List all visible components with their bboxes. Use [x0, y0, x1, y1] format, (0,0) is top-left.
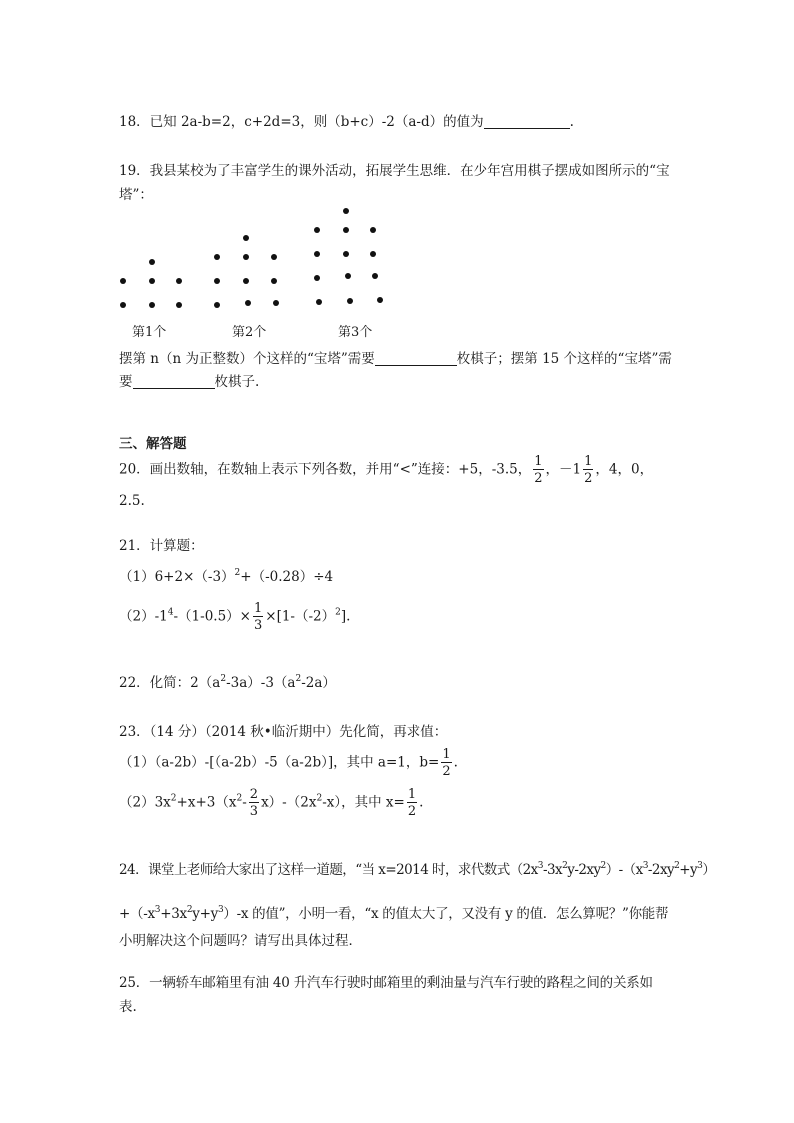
chess-piece: [149, 302, 155, 308]
q18-text: 18．已知 2a-b=2，c+2d=3，则（b+c）-2（a-d）的值为: [119, 114, 484, 130]
fraction-two-thirds: $\frac{2}{3}$: [249, 787, 259, 819]
question-25-line2: 表.: [119, 999, 137, 1015]
chess-piece: [343, 208, 349, 214]
chess-piece: [120, 302, 126, 308]
question-19-line2: 塔”：: [119, 187, 153, 203]
question-23-title: 23．（14 分）（2014 秋•临沂期中）先化简，再求值：: [119, 724, 448, 740]
chess-piece: [271, 254, 277, 260]
question-21-part1: $(1)6+2\times(-3)^2+(-0.28)\div 4$: [119, 568, 334, 585]
chess-piece: [377, 297, 383, 303]
fraction-mixed: $\frac{1}{2}$: [584, 454, 593, 486]
figure-caption-1: 第1个: [132, 325, 167, 340]
chess-piece: [243, 235, 249, 241]
section-heading: 三、解答题: [119, 436, 187, 452]
chess-piece: [176, 302, 182, 308]
chess-piece: [120, 278, 126, 284]
figure-caption-3: 第3个: [338, 325, 373, 340]
chess-piece: [370, 227, 376, 233]
question-24-line3: 小明解决这个问题吗？请写出具体过程．: [119, 933, 362, 949]
q19-answer-blank-2[interactable]: [133, 374, 215, 389]
chess-piece: [214, 254, 220, 260]
fraction-third: $\frac{1}{3}$: [253, 601, 263, 633]
question-22: 22．化简：$2(a^2-3a)-3(a^2-2a)$: [119, 674, 336, 691]
chess-piece: [343, 227, 349, 233]
question-19-line3: 摆第 n（n 为正整数）个这样的“宝塔”需要 枚棋子；摆第 15 个这样的“宝塔”需: [119, 351, 672, 367]
question-21-part2: $(2)-1^4-(1-0.5)\times$ $\frac{1}{3}$ $\times[1-(-2)^2]$.: [119, 601, 351, 633]
chess-piece: [245, 300, 251, 306]
question-25-line1: 25．一辆轿车邮箱里有油 40 升汽车行驶时邮箱里的剩油量与汽车行驶的路程之间的关系如: [119, 975, 653, 991]
fraction-x: $\frac{1}{2}$: [407, 787, 417, 819]
chess-piece: [273, 300, 279, 306]
figure-caption-2: 第2个: [232, 325, 267, 340]
chess-piece: [149, 259, 155, 265]
question-20-line2: 2.5.: [119, 493, 145, 509]
chess-piece: [243, 278, 249, 284]
q19-answer-blank-1[interactable]: [375, 351, 457, 366]
chess-piece: [149, 278, 155, 284]
chess-piece: [314, 275, 320, 281]
chess-piece: [372, 273, 378, 279]
question-18: 18．已知 2a-b=2，c+2d=3，则（b+c）-2（a-d）的值为 .: [119, 114, 574, 130]
question-24-line2: $+(-x^3+3x^2y+y^3)-x$ 的值”，小明一看，“x 的值太大了，又没有 y 的值．怎么算呢？”你能帮: [119, 905, 669, 922]
question-19-line4: 要 枚棋子.: [119, 374, 260, 390]
q18-answer-blank[interactable]: [484, 114, 570, 129]
fraction-b: $\frac{1}{2}$: [442, 747, 451, 779]
chess-piece: [370, 251, 376, 257]
chess-piece: [343, 251, 349, 257]
chess-piece: [314, 227, 320, 233]
chess-piece: [214, 302, 220, 308]
chess-piece: [345, 273, 351, 279]
question-19-line1: 19．我县某校为了丰富学生的课外活动，拓展学生思维．在少年宫用棋子摆成如图所示的“宝: [119, 163, 670, 179]
chess-piece: [316, 299, 322, 305]
chess-piece: [271, 278, 277, 284]
chess-piece: [347, 298, 353, 304]
chess-piece: [176, 278, 182, 284]
question-23-part1: （1）（a-2b）-[（a-2b）-5（a-2b）]，其中 a=1，b= $\frac{1}{2}$ .: [119, 747, 458, 779]
chess-piece: [314, 251, 320, 257]
question-23-part2: $(2)3x^2+x+3(x^2-$ $\frac{2}{3}$ $x)-(2x^2-x)$，其中 x= $\frac{1}{2}$ .: [119, 787, 424, 819]
question-20-line1: 20．画出数轴，在数轴上表示下列各数，并用“<”连接：+5，-3.5， $\frac{1}{2}$ ，－1 $\frac{1}{2}$ ，4，0，: [119, 454, 654, 486]
chess-piece: [243, 254, 249, 260]
chess-piece: [214, 278, 220, 284]
question-24-line1: 24．课堂上老师给大家出了这样一道题，“当 x=2014 时，求代数式$(2x^3-3x^2y-2xy^2)-(x^3-2xy^2+y^3)$: [119, 861, 716, 878]
question-21-title: 21．计算题：: [119, 538, 204, 554]
fraction-half: $\frac{1}{2}$: [534, 454, 543, 486]
